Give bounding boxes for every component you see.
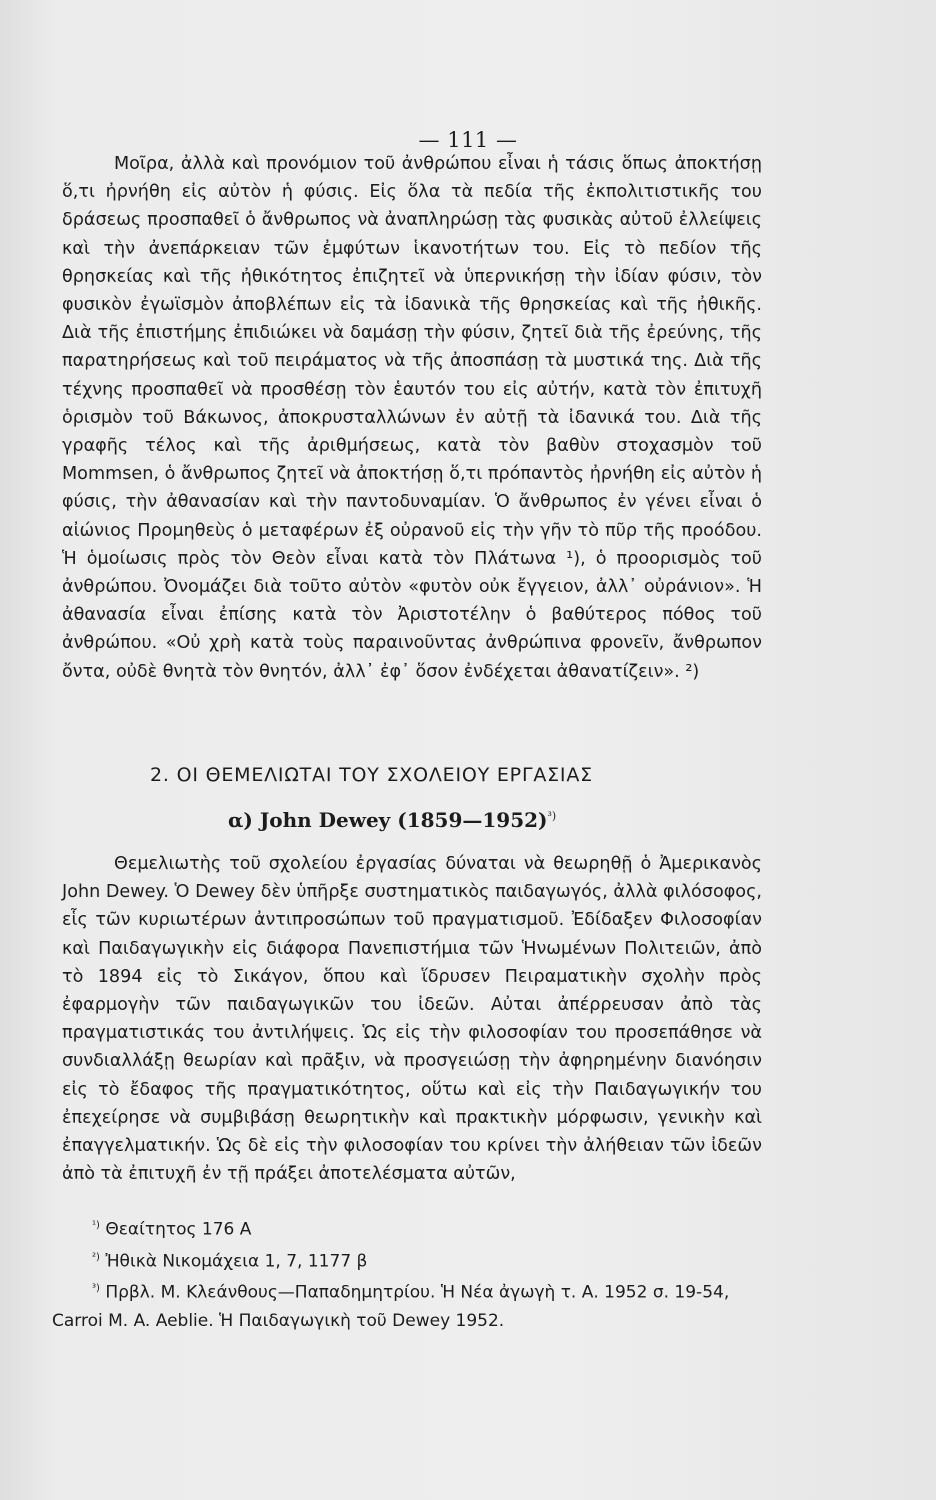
footnote-text: Ἠθικὰ Νικομάχεια 1, 7, 1177 β (105, 1251, 368, 1272)
footnote-continuation: Carroi M. A. Aeblie. Ἡ Παιδαγωγικὴ τοῦ Dewey 1952. (52, 1310, 505, 1331)
body-paragraph-1 (62, 150, 762, 686)
footnote-3 (52, 1275, 772, 1335)
subsection-title: α) John Dewey (1859—1952) (228, 808, 548, 832)
footnote-mark: ²) (92, 1251, 100, 1263)
section-heading: 2. ΟΙ ΘΕΜΕΛΙΩΤΑΙ ΤΟΥ ΣΧΟΛΕΙΟΥ ΕΡΓΑΣΙΑΣ (150, 764, 593, 786)
page-number: — 111 — (418, 128, 518, 152)
footnotes (52, 1212, 772, 1335)
subsection-heading (228, 808, 556, 832)
footnote-ref: ³) (547, 809, 557, 823)
footnote-text: Θεαίτητος 176 Α (105, 1219, 252, 1240)
footnote-1 (92, 1212, 772, 1244)
footnote-text: Πρβλ. Μ. Κλεάνθους—Παπαδημητρίου. Ἡ Νέα ἀγωγὴ τ. Α. 1952 σ. 19-54, (105, 1282, 730, 1303)
paragraph-text: Θεμελιωτὴς τοῦ σχολείου ἐργασίας δύναται νὰ θεωρηθῇ ὁ Ἀμερικανὸς John Dewey. Ὁ Dewey δὲν ὑπῆρξε συστηματικὸς παιδαγωγός, ἀλλὰ φιλόσοφος, εἷς τῶν κυριωτέρων ἀντιπροσώπων τοῦ πραγματισμοῦ. Ἐδίδαξεν Φιλοσοφίαν καὶ Παιδαγωγικὴν εἰς διάφορα Πανεπιστήμια τῶν Ἡνωμένων Πολιτειῶν, ἀπὸ τὸ 1894 εἰς τὸ Σικάγον, ὅπου καὶ ἵδρυσεν Πειραματικὴν σχολὴν πρὸς ἐφαρμογὴν τῶν παιδαγωγικῶν του ἰδεῶν. Αὐται ἀπέρρευσαν ἀπὸ τὰς πραγματιστικάς του ἀντιλήψεις. Ὡς εἰς τὴν φιλοσοφίαν του προσεπάθησε νὰ συνδιαλλάξῃ θεωρίαν καὶ πρᾶξιν, νὰ προσγειώσῃ τὴν ἀφηρημένην διανόησιν εἰς τὸ ἔδαφος τῆς πραγματικότητος, οὕτω καὶ εἰς τὴν Παιδαγωγικήν του ἐπεχείρησε νὰ συμβιβάσῃ θεωρητικὴν καὶ πρακτικὴν μόρφωσιν, γενικὴν καὶ ἐπαγγελματικήν. Ὡς δὲ εἰς τὴν φιλοσοφίαν του κρίνει τὴν ἀλήθειαν τῶν ἰδεῶν ἀπὸ τὰ ἐπιτυχῆ ἐν τῇ πράξει ἀποτελέσματα αὐτῶν, (62, 854, 762, 1185)
paragraph-text: Μοῖρα, ἀλλὰ καὶ προνόμιον τοῦ ἀνθρώπου εἶναι ἡ τάσις ὅπως ἀποκτήσῃ ὅ,τι ἠρνήθη εἰς αὐτὸν ἡ φύσις. Εἰς ὅλα τὰ πεδία τῆς ἐκπολιτιστικῆς του δράσεως προσπαθεῖ ὁ ἄνθρωπος νὰ ἀναπληρώσῃ τὰς φυσικὰς αὐτοῦ ἐλλείψεις καὶ τὴν ἀνεπάρκειαν τῶν ἐμφύτων ἱκανοτήτων του. Εἰς τὸ πεδίον τῆς θρησκείας καὶ τῆς ἠθικότητος ἐπιζητεῖ νὰ ὑπερνικήσῃ τὴν ἰδίαν φύσιν, τὸν φυσικὸν ἐγωϊσμὸν ἀποβλέπων εἰς τὰ ἰδανικὰ τῆς θρησκείας καὶ τῆς ἠθικῆς. Διὰ τῆς ἐπιστήμης ἐπιδιώκει νὰ δαμάσῃ τὴν φύσιν, ζητεῖ διὰ τῆς ἐρεύνης, τῆς παρατηρήσεως καὶ τοῦ πειράματος νὰ τῆς ἀποσπάσῃ τὰ μυστικά της. Διὰ τῆς τέχνης προσπαθεῖ νὰ προσθέσῃ τὸν ἑαυτόν του εἰς αὐτήν, κατὰ τὸν ἐπιτυχῆ ὁρισμὸν τοῦ Βάκωνος, ἀποκρυσταλλώνων ἐν αὐτῇ τὰ ἰδανικά του. Διὰ τῆς γραφῆς τέλος καὶ τῆς ἀριθμήσεως, κατὰ τὸν βαθὺν στοχασμὸν τοῦ Mommsen, ὁ ἄνθρωπος ζητεῖ νὰ ἀποκτήσῃ ὅ,τι πρόπαντὸς ἠρνήθη εἰς αὐτὸν ἡ φύσις, τὴν ἀθανασίαν καὶ τὴν παντοδυναμίαν. Ὁ ἄνθρωπος ἐν γένει εἶναι ὁ αἰώνιος Προμηθεὺς ὁ μεταφέρων ἐξ οὐρανοῦ εἰς τὴν γῆν τὸ πῦρ τῆς προόδου. Ἡ ὁμοίωσις πρὸς τὸν Θεὸν εἶναι κατὰ τὸν Πλάτωνα ¹), ὁ προορισμὸς τοῦ ἀνθρώπου. Ὀνομάζει διὰ τοῦτο αὐτὸν «φυτὸν οὐκ ἔγγειον, ἀλλ᾽ οὐράνιον». Ἡ ἀθανασία εἶναι ἐπίσης κατὰ τὸν Ἀριστοτέλην ὁ βαθύτερος πόθος τοῦ ἀνθρώπου. «Οὐ χρὴ κατὰ τοὺς παραινοῦντας ἀνθρώπινα φρονεῖν, ἄνθρωπον ὄντα, οὐδὲ θνητὰ τὸν θνητόν, ἀλλ᾽ ἐφ᾽ ὅσον ἐνδέχεται ἀθανατίζειν». ²) (62, 154, 762, 682)
footnote-2 (92, 1244, 772, 1276)
footnote-mark: ³) (92, 1283, 100, 1295)
footnote-mark: ¹) (92, 1220, 100, 1231)
body-paragraph-2 (62, 850, 762, 1188)
